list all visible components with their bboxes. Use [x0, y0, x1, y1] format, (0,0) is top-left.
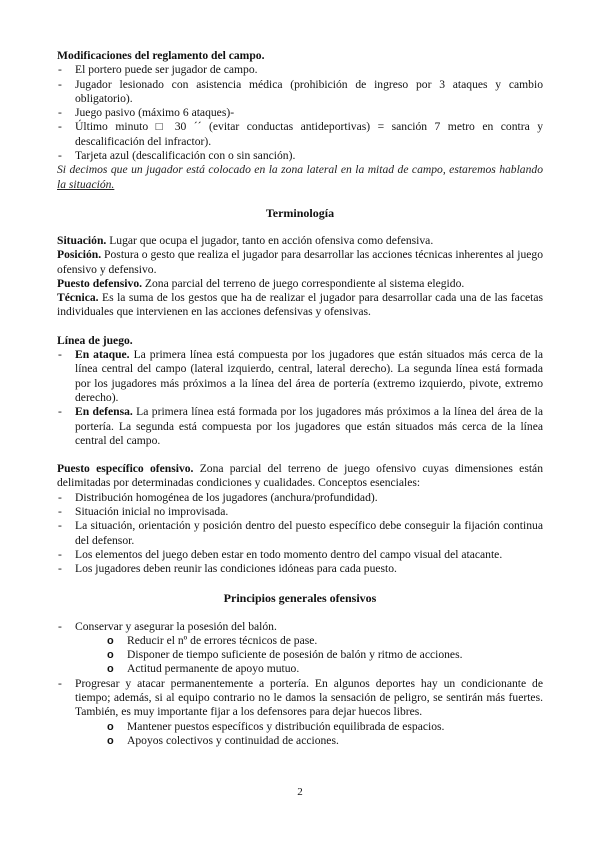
- note-underlined: la situación.: [57, 177, 115, 191]
- terminologia-heading: Terminología: [265, 205, 335, 220]
- list-item: - Los elementos del juego deben estar en todo momento dentro del campo visual del atacante.: [57, 548, 543, 562]
- term-entry-tecnica: [57, 291, 543, 320]
- term-text: Es la suma de los gestos que ha de realizar el jugador para desarrollar cada una de las facetas individuales que intervienen en las acciones defensivas y ofensivas.: [57, 291, 543, 319]
- list-item: [57, 677, 543, 748]
- linea-list: [57, 348, 543, 448]
- list-item: [57, 620, 543, 677]
- list-item: - Juego pasivo (máximo 6 ataques)-: [57, 106, 543, 120]
- term-text: Lugar que ocupa el jugador, tanto en acción ofensiva como defensiva.: [106, 233, 434, 247]
- list-item: - Situación inicial no improvisada.: [57, 505, 543, 519]
- list-item: - Distribución homogénea de los jugadores (anchura/profundidad).: [57, 491, 543, 505]
- list-item: - Tarjeta azul (descalificación con o sin sanción).: [57, 149, 543, 163]
- principios-list: [57, 620, 543, 749]
- term-entry-puesto-defensivo: [57, 277, 543, 291]
- sub-list-item: o Mantener puestos específicos y distribución equilibrada de espacios.: [107, 720, 543, 734]
- sub-list: [75, 634, 543, 677]
- list-item: [57, 348, 543, 405]
- puesto-list: [57, 491, 543, 577]
- puesto-text: Zona parcial del terreno de juego ofensivo cuyas dimensiones están delimitadas por determinadas condiciones y cualidades. Conceptos esenciales:: [57, 462, 543, 490]
- term-entry-situacion: [57, 234, 543, 248]
- linea-title: Línea de juego.: [57, 333, 133, 347]
- term-text: Postura o gesto que realiza el jugador para desarrollar las acciones técnicas inherentes al juego ofensivo y defensivo.: [57, 248, 543, 276]
- modificaciones-note: [57, 163, 543, 192]
- note-text: Si decimos que un jugador está colocado en la zona lateral en la mitad de campo, estaremos hablando: [57, 163, 543, 177]
- list-item: - El portero puede ser jugador de campo.: [57, 63, 543, 77]
- sub-list-item: o Reducir el nº de errores técnicos de pase.: [107, 634, 543, 648]
- modificaciones-title: Modificaciones del reglamento del campo.: [57, 49, 265, 62]
- sub-list: [75, 720, 543, 749]
- modificaciones-list: [57, 63, 543, 163]
- principios-heading: Principios generales ofensivos: [223, 590, 377, 605]
- list-item: - Último minuto □ 30 ´´ (evitar conductas antideportivas) = sanción 7 metro en contra y descalificación del infractor).: [57, 120, 543, 149]
- term-label: Situación.: [57, 233, 107, 247]
- sub-list-item: o Apoyos colectivos y continuidad de acciones.: [107, 734, 543, 748]
- puesto-term: Puesto específico ofensivo.: [57, 462, 194, 476]
- page-number: 2: [297, 786, 303, 798]
- list-item: - La situación, orientación y posición dentro del puesto específico debe conseguir la fijación continua del defensor.: [57, 519, 543, 548]
- item-term: En defensa.: [75, 405, 133, 419]
- term-entry-posicion: [57, 248, 543, 277]
- list-item: - Jugador lesionado con asistencia médica (prohibición de ingreso por 3 ataques y cambio obligatorio).: [57, 78, 543, 107]
- list-item: - Los jugadores deben reunir las condiciones idóneas para cada puesto.: [57, 562, 543, 576]
- puesto-paragraph: [57, 462, 543, 491]
- sub-list-item: o Disponer de tiempo suficiente de posesión de balón y ritmo de acciones.: [107, 648, 543, 662]
- item-text: La primera línea está compuesta por los jugadores que están situados más cerca de la línea central del campo (lateral izquierdo, central, lateral derecho). La segunda línea está formada por los jugadores más próximos a la línea del área de portería (extremo izquierdo, pivote, extremo derecho).: [75, 348, 543, 404]
- term-label: Puesto defensivo.: [57, 276, 143, 290]
- item-term: En ataque.: [75, 348, 130, 362]
- term-text: Zona parcial del terreno de juego correspondiente al sistema elegido.: [142, 276, 465, 290]
- list-item: [57, 405, 543, 448]
- item-text: La primera línea está formada por los jugadores más próximos a la línea del área de la portería. La segunda está compuesta por los jugadores que están situados más cerca de la línea central del campo.: [75, 405, 543, 447]
- page-content: [57, 49, 543, 748]
- principio-text: Conservar y asegurar la posesión del balón.: [75, 619, 277, 633]
- sub-list-item: o Actitud permanente de apoyo mutuo.: [107, 662, 543, 676]
- principio-text: Progresar y atacar permanentemente a portería. En algunos deportes hay un condicionante de tiempo; además, si al equipo contrario no le damos la sensación de peligro, se sentirán más fuertes. También, es muy importante fijar a los defensores para dejar huecos libres.: [75, 676, 543, 719]
- term-label: Posición.: [57, 248, 102, 262]
- term-label: Técnica.: [57, 291, 99, 305]
